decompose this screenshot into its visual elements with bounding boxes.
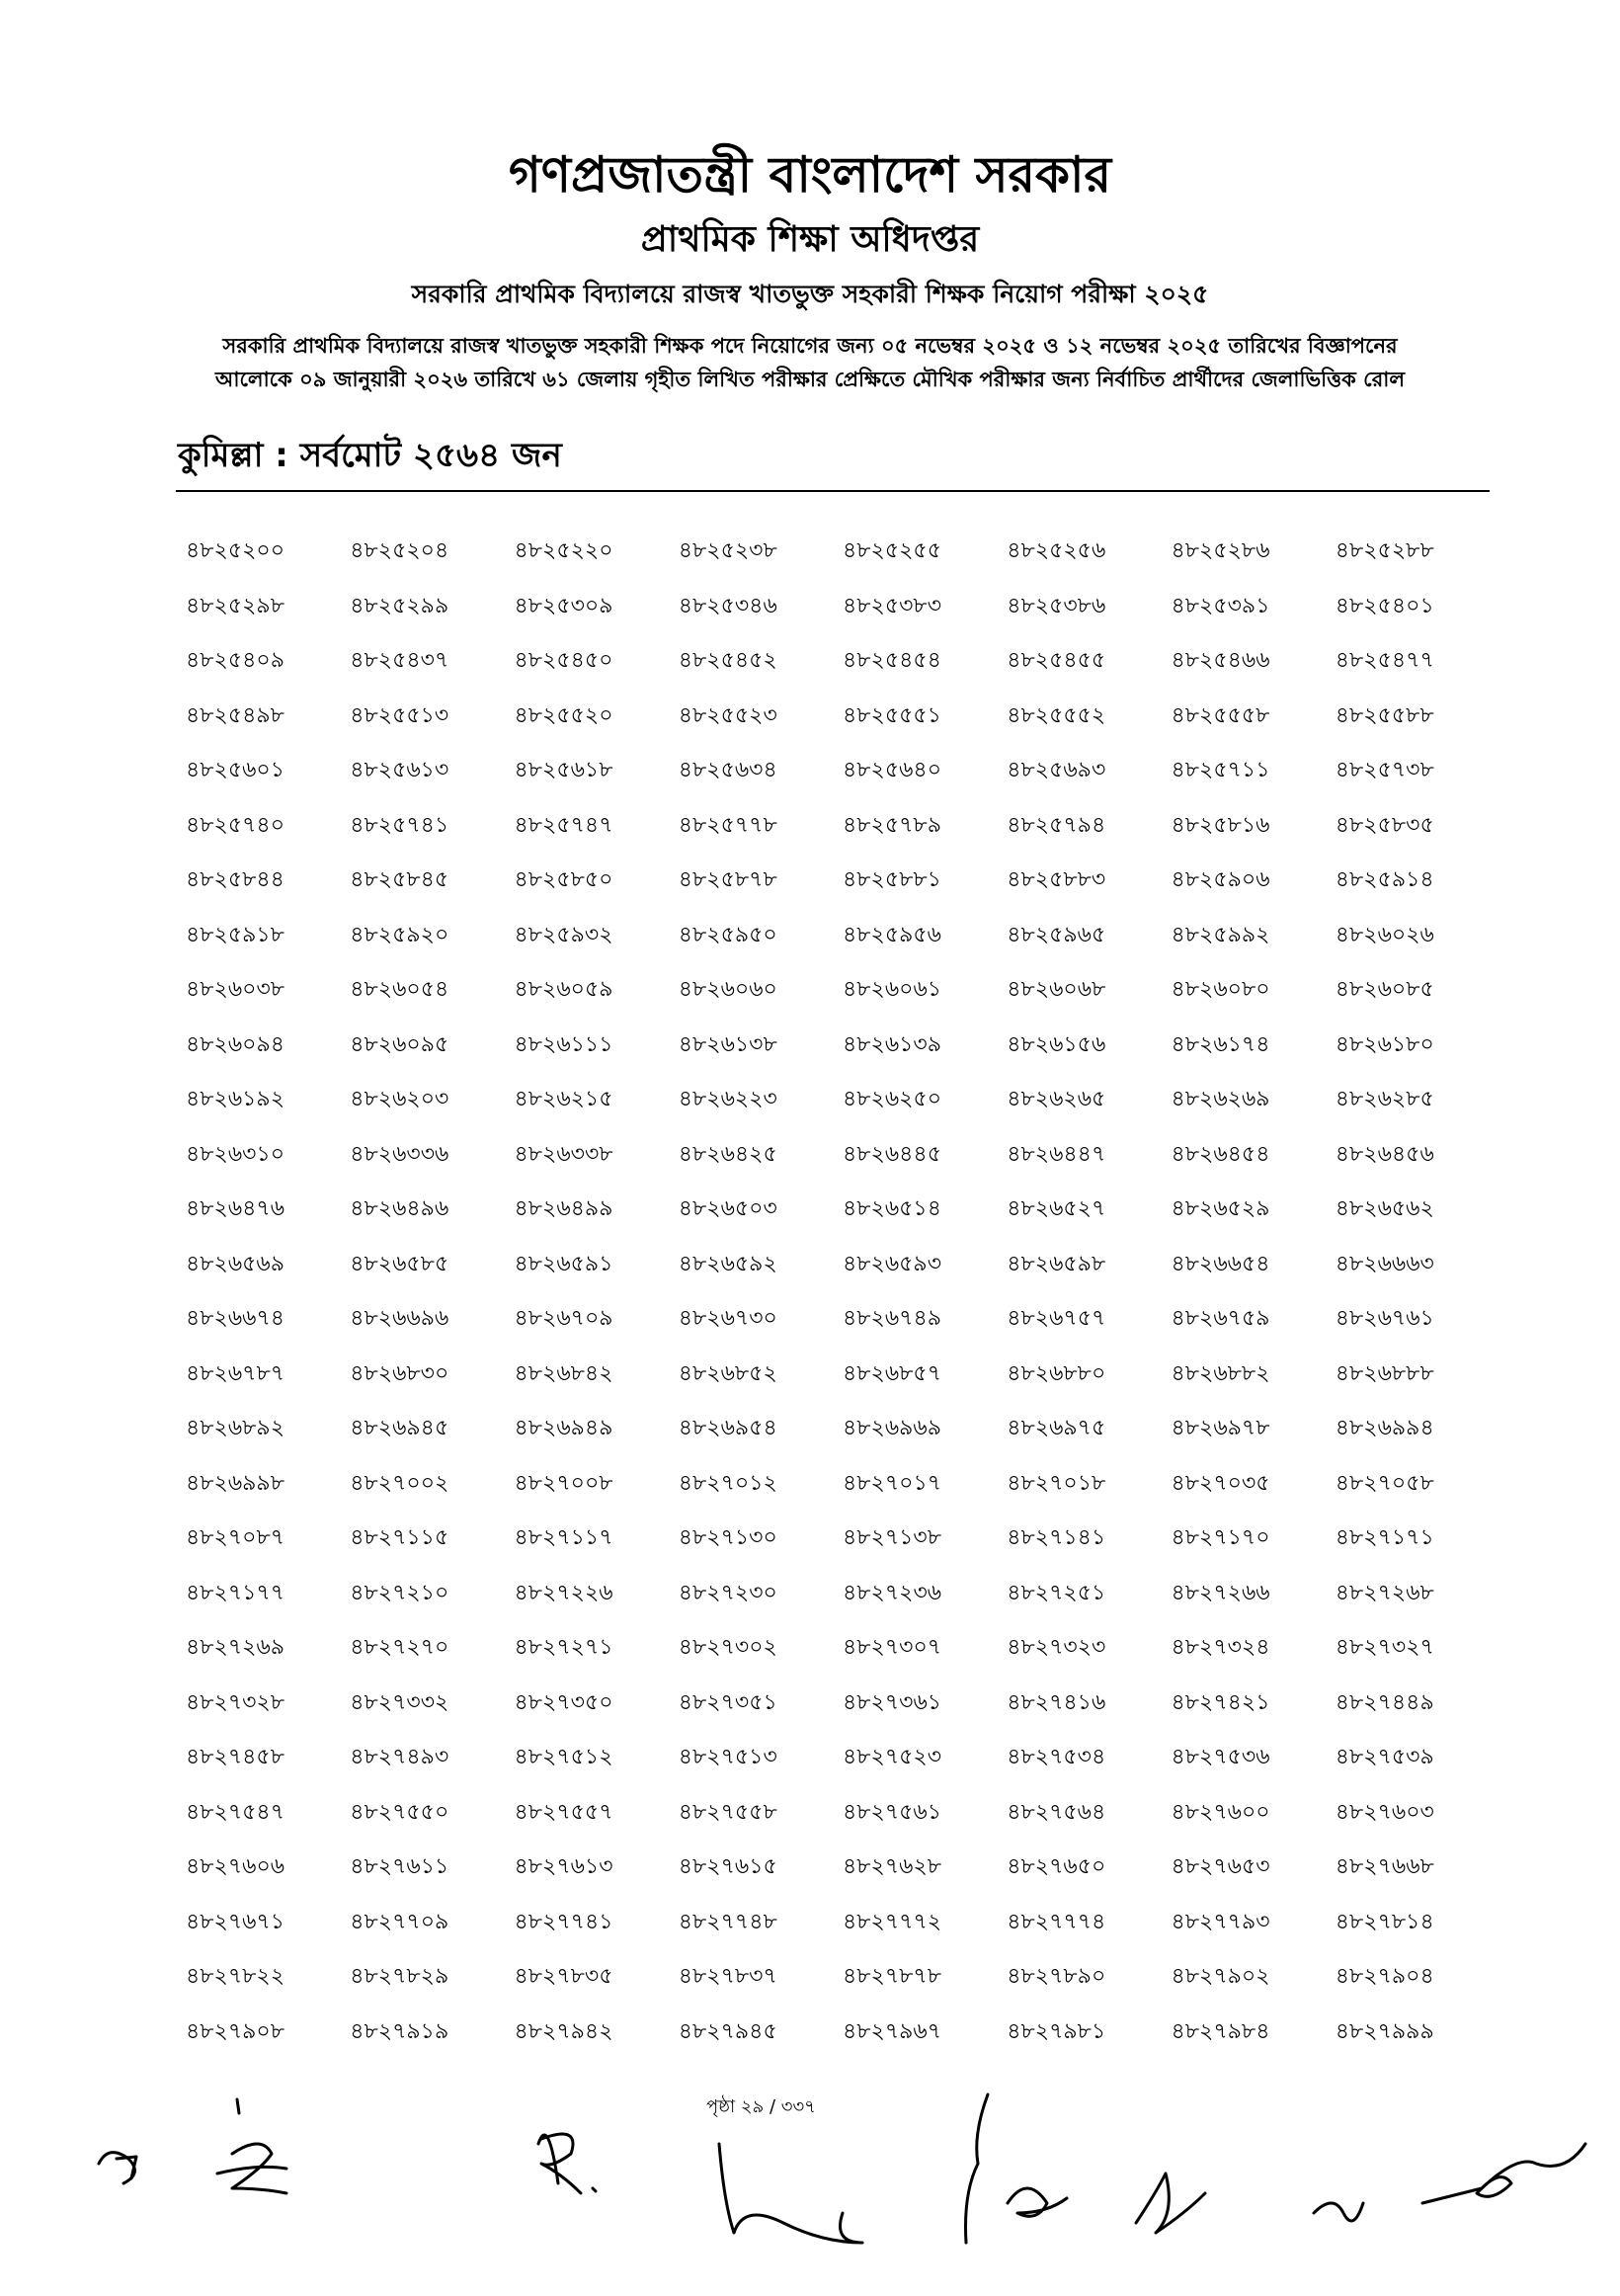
roll-number: ৪৮২৬২৬৯ [1171, 1087, 1270, 1111]
roll-number: ৪৮২৭৪২১ [1171, 1689, 1270, 1715]
roll-number: ৪৮২৫২০৪ [350, 538, 449, 563]
roll-number: ৪৮২৬২৬৫ [1007, 1087, 1106, 1111]
roll-number: ৪৮২৬৩৩৬ [350, 1141, 449, 1167]
roll-number: ৪৮২৭০১২ [678, 1470, 777, 1496]
roll-number: ৪৮২৫৭৪১ [350, 812, 449, 838]
roll-number: ৪৮২৭৯০৮ [186, 2018, 285, 2044]
roll-number: ৪৮২৫৪৫৪ [843, 648, 941, 673]
roll-number: ৪৮২৬৪৯৯ [514, 1196, 613, 1221]
roll-number: ৪৮২৫২৯৮ [186, 593, 284, 618]
roll-number: ৪৮২৬৬৫৪ [1171, 1251, 1270, 1276]
roll-number: ৪৮২৫৭১১ [1171, 758, 1270, 782]
roll-number: ৪৮২৭৯০২ [1171, 1964, 1270, 1989]
roll-number: ৪৮২৬৫৯৩ [843, 1251, 942, 1276]
roll-row [186, 1466, 1499, 1521]
roll-number: ৪৮২৭৮৩৫ [514, 1964, 613, 1989]
roll-number: ৪৮২৬০৩৮ [186, 977, 285, 1002]
roll-number: ৪৮২৭৭৪৮ [678, 1909, 777, 1934]
roll-number: ৪৮২৬০৯৫ [350, 1031, 449, 1057]
roll-number: ৪৮২৫৭৮৯ [843, 812, 941, 838]
roll-number: ৪৮২৬৫৯৮ [1007, 1251, 1106, 1276]
roll-number: ৪৮২৬৭০৯ [514, 1306, 613, 1331]
roll-number: ৪৮২৭১৭৭ [186, 1580, 285, 1605]
roll-number: ৪৮২৬৭৩০ [678, 1306, 777, 1331]
roll-number: ৪৮২৫৭৩৮ [1335, 758, 1434, 782]
roll-number: ৪৮২৫৮৭৮ [678, 867, 777, 892]
notice-line-1: সরকারি প্রাথমিক বিদ্যালয়ে রাজস্ব খাতভুক্ত সহকারী শিক্ষক পদে নিয়োগের জন্য ০৫ নভেম্বর ২০২৫ ও ১২ নভেম্বর ২০২৫ তারিখের বিজ্ঞাপনের [222, 334, 1398, 358]
roll-number: ৪৮২৭৫৪৭ [186, 1799, 285, 1825]
roll-row [186, 753, 1499, 808]
roll-number: ৪৮২৬৩৩৮ [514, 1141, 613, 1167]
roll-number: ৪৮২৭৪৯৩ [350, 1745, 449, 1769]
divider [176, 490, 1490, 492]
roll-number: ৪৮২৬০৬৮ [1007, 977, 1106, 1002]
roll-number: ৪৮২৬৫০৩ [678, 1196, 777, 1221]
roll-number: ৪৮২৭৫৩৯ [1335, 1745, 1434, 1769]
roll-number: ৪৮২৭১১৫ [350, 1525, 449, 1550]
roll-number: ৪৮২৬০৬০ [678, 977, 777, 1002]
roll-number: ৪৮২৬৭৪৯ [843, 1306, 942, 1331]
roll-row [186, 643, 1499, 698]
roll-number: ৪৮২৭৯১৯ [350, 2018, 449, 2044]
roll-number: ৪৮২৭৫৫৭ [514, 1799, 613, 1825]
roll-number: ৪৮২৬৯৭৮ [1171, 1416, 1270, 1440]
roll-number: ৪৮২৬৮৯২ [186, 1416, 285, 1440]
roll-number: ৪৮২৭০০২ [350, 1470, 449, 1496]
roll-number: ৪৮২৬৬৭৪ [186, 1306, 285, 1331]
roll-number: ৪৮২৭৫৬৪ [1007, 1799, 1106, 1825]
roll-number: ৪৮২৫৯১৪ [1335, 867, 1434, 892]
roll-number: ৪৮২৫৫৫১ [843, 702, 941, 728]
roll-number: ৪৮২৭০৫৮ [1335, 1470, 1434, 1496]
roll-number: ৪৮২৫৬০১ [186, 758, 285, 782]
roll-number: ৪৮২৫৮৮৩ [1007, 867, 1106, 892]
roll-number: ৪৮২৭৮২৯ [350, 1964, 449, 1989]
roll-number: ৪৮২৭১৪১ [1007, 1525, 1106, 1550]
roll-number: ৪৮২৭৫১৩ [678, 1745, 777, 1769]
roll-row [186, 1740, 1499, 1795]
roll-number: ৪৮২৫৯০৬ [1171, 867, 1270, 892]
roll-number: ৪৮২৫৫৫৮ [1171, 702, 1270, 728]
roll-row [186, 1247, 1499, 1302]
roll-number: ৪৮২৭৩২৪ [1171, 1635, 1270, 1660]
roll-number: ৪৮২৫৬৪০ [843, 758, 942, 782]
roll-number: ৪৮২৬৯৪৫ [350, 1416, 449, 1440]
roll-number: ৪৮২৫৮৫০ [514, 867, 613, 892]
roll-number: ৪৮২৬৭৫৯ [1171, 1306, 1270, 1331]
roll-number: ৪৮২৭৬১১ [350, 1854, 449, 1879]
roll-number: ৪৮২৭৭৯৩ [1171, 1909, 1270, 1934]
roll-row [186, 808, 1499, 863]
page-number: পৃষ্ঠা ২৯ / ৩৩৭ [706, 2096, 816, 2117]
roll-number: ৪৮২৭৬০৩ [1335, 1799, 1434, 1825]
roll-row [186, 1576, 1499, 1631]
roll-number: ৪৮২৬২৫০ [843, 1087, 942, 1111]
signature-1 [99, 2153, 136, 2183]
roll-number: ৪৮২৭৮২২ [186, 1964, 285, 1989]
roll-number: ৪৮২৬৪৯৬ [350, 1196, 449, 1221]
department-title: প্রাথমিক শিক্ষা অধিদপ্তর [640, 219, 980, 260]
roll-row [186, 1685, 1499, 1741]
roll-number: ৪৮২৭৩০২ [678, 1635, 777, 1660]
roll-number: ৪৮২৫৫১৩ [350, 702, 449, 728]
roll-number: ৪৮২৬৯৫৪ [678, 1416, 777, 1440]
roll-row [186, 1137, 1499, 1192]
roll-number: ৪৮২৭৩২৩ [1007, 1635, 1106, 1660]
roll-number: ৪৮২৭২৩৬ [843, 1580, 942, 1605]
roll-number: ৪৮২৭৫৬১ [843, 1799, 942, 1825]
roll-number: ৪৮২৭২৬৯ [186, 1635, 285, 1660]
roll-number: ৪৮২৫৪৭৭ [1335, 648, 1434, 673]
roll-number: ৪৮২৭৫৩৪ [1007, 1745, 1106, 1769]
roll-number: ৪৮২৭৬৫৩ [1171, 1854, 1270, 1879]
roll-number: ৪৮২৫৪৫৫ [1007, 648, 1106, 673]
roll-number: ৪৮২৭১১৭ [514, 1525, 613, 1550]
roll-number: ৪৮২৭৫৫৮ [678, 1799, 777, 1825]
roll-number: ৪৮২৭৫২৩ [843, 1745, 942, 1769]
roll-number: ৪৮২৭২৬৮ [1335, 1580, 1434, 1605]
roll-number: ৪৮২৭২৭০ [350, 1635, 449, 1660]
roll-number: ৪৮২৭৯৪৫ [678, 2018, 777, 2044]
roll-row [186, 1082, 1499, 1137]
roll-number: ৪৮২৫৮১৬ [1171, 812, 1270, 838]
roll-number: ৪৮২৭৬০০ [1171, 1799, 1270, 1825]
roll-row [186, 1630, 1499, 1685]
roll-number: ৪৮২৬৯৯৮ [186, 1470, 284, 1496]
roll-row [186, 698, 1499, 754]
roll-number: ৪৮২৬০২৬ [1335, 922, 1434, 947]
roll-number: ৪৮২৬৯৭৫ [1007, 1416, 1106, 1440]
roll-number: ৪৮২৫২৫৬ [1007, 538, 1106, 563]
page-title: গণপ্রজাতন্ত্রী বাংলাদেশ সরকার [509, 146, 1111, 204]
signature-3 [538, 2134, 596, 2193]
roll-number: ৪৮২৫২৯৯ [350, 593, 449, 618]
roll-number: ৪৮২৫৬৯৩ [1007, 758, 1106, 782]
roll-number: ৪৮২৫৭৯৪ [1007, 812, 1106, 838]
roll-number: ৪৮২৫৮৪৫ [350, 867, 449, 892]
roll-row [186, 1411, 1499, 1466]
roll-number: ৪৮২৭৮৩৭ [678, 1964, 777, 1989]
roll-number: ৪৮২৬৭৬১ [1335, 1306, 1434, 1331]
roll-number: ৪৮২৭৯৪২ [514, 2018, 613, 2044]
roll-number: ৪৮২৭৮৭৮ [843, 1964, 942, 1989]
roll-number: ৪৮২৬৪৫৬ [1335, 1141, 1434, 1167]
roll-number: ৪৮২৫৮৪৪ [186, 867, 284, 892]
roll-number: ৪৮২৬৪৪৫ [843, 1141, 941, 1167]
roll-number: ৪৮২৭৬২৮ [843, 1854, 942, 1879]
roll-number: ৪৮২৭১৭১ [1335, 1525, 1434, 1550]
roll-number: ৪৮২৭৪৪৯ [1335, 1689, 1434, 1715]
roll-number: ৪৮২৬০৮০ [1171, 977, 1270, 1002]
roll-number: ৪৮২৬৫৬২ [1335, 1196, 1434, 1221]
roll-row [186, 1301, 1499, 1356]
signature-8 [1314, 2203, 1363, 2221]
notice-text [0, 329, 1620, 396]
roll-number: ৪৮২৬৭৫৭ [1007, 1306, 1106, 1331]
roll-number: ৪৮২৭৯০৪ [1335, 1964, 1434, 1989]
roll-number: ৪৮২৭২৩০ [678, 1580, 777, 1605]
roll-number: ৪৮২৫২৮৮ [1335, 538, 1434, 563]
roll-number: ৪৮২৬৪৪৭ [1007, 1141, 1106, 1167]
roll-number: ৪৮২৫৪৩৭ [350, 648, 449, 673]
roll-number: ৪৮২৫৩৮৬ [1007, 593, 1106, 618]
roll-number: ৪৮২৫৩৪৬ [678, 593, 777, 618]
roll-number: ৪৮২৭৮৯০ [1007, 1964, 1106, 1989]
roll-number: ৪৮২৭১৭০ [1171, 1525, 1270, 1550]
signature-6 [1008, 2188, 1067, 2216]
roll-number: ৪৮২৬০৯৪ [186, 1031, 285, 1057]
roll-number: ৪৮২৭২৬৬ [1171, 1580, 1270, 1605]
roll-number: ৪৮২৬৮৪২ [514, 1360, 613, 1386]
roll-number: ৪৮২৫৩০৯ [514, 593, 613, 618]
roll-number: ৪৮২৭০১৮ [1007, 1470, 1106, 1496]
roll-number: ৪৮২৬৬৯৬ [350, 1306, 449, 1331]
roll-number: ৪৮২৭৫৩৬ [1171, 1745, 1270, 1769]
roll-number: ৪৮২৫৪৬৬ [1171, 648, 1270, 673]
roll-number: ৪৮২৫২২০ [514, 538, 613, 563]
roll-number: ৪৮২৬২২৩ [678, 1087, 777, 1111]
roll-number: ৪৮২৬১১১ [514, 1031, 613, 1057]
roll-row [186, 1795, 1499, 1850]
roll-number: ৪৮২৬৯৬৯ [843, 1416, 942, 1440]
roll-row [186, 1027, 1499, 1083]
roll-number: ৪৮২৭৭৭৪ [1007, 1909, 1106, 1934]
roll-number: ৪৮২৭৬১৩ [514, 1854, 613, 1879]
district-heading: কুমিল্লা : সর্বমোট ২৫৬৪ জন [178, 436, 562, 475]
roll-number: ৪৮২৬৫২৯ [1171, 1196, 1270, 1221]
roll-number: ৪৮২৭৩২৭ [1335, 1635, 1434, 1660]
roll-number: ৪৮২৭২৭১ [514, 1635, 613, 1660]
roll-number: ৪৮২৫৯৯২ [1171, 922, 1270, 947]
roll-number: ৪৮২৫৫২৩ [678, 702, 777, 728]
roll-number: ৪৮২৭৮১৪ [1335, 1909, 1434, 1934]
roll-row [186, 589, 1499, 644]
roll-number: ৪৮২৭২৫১ [1007, 1580, 1106, 1605]
roll-number: ৪৮২৬৮৩০ [350, 1360, 449, 1386]
roll-number: ৪৮২৭৭৪১ [514, 1909, 613, 1934]
roll-number: ৪৮২৬৫৯২ [678, 1251, 777, 1276]
roll-row [186, 533, 1499, 589]
exam-title: সরকারি প্রাথমিক বিদ্যালয়ে রাজস্ব খাতভুক্ত সহকারী শিক্ষক নিয়োগ পরীক্ষা ২০২৫ [411, 280, 1209, 308]
roll-number: ৪৮২৭৯৯৯ [1335, 2018, 1434, 2044]
roll-number: ৪৮২৬০৮৫ [1335, 977, 1434, 1002]
roll-number: ৪৮২৫৯৩২ [514, 922, 613, 947]
roll-number: ৪৮২৫৪৫০ [514, 648, 613, 673]
roll-row [186, 918, 1499, 973]
roll-number: ৪৮২৭৪৫৮ [186, 1745, 284, 1769]
roll-number: ৪৮২৬০৫৯ [514, 977, 613, 1002]
roll-number: ৪৮২৬৪২৫ [678, 1141, 777, 1167]
roll-row [186, 1520, 1499, 1576]
roll-row [186, 862, 1499, 918]
roll-number: ৪৮২৭৩২৮ [186, 1689, 285, 1715]
roll-number: ৪৮২৬৫৮৫ [350, 1251, 449, 1276]
roll-number: ৪৮২৬১৩৯ [843, 1031, 942, 1057]
roll-number: ৪৮২৫২৩৮ [678, 538, 777, 563]
roll-number: ৪৮২৫৯৫৬ [843, 922, 941, 947]
roll-number: ৪৮২৫৬১৩ [350, 758, 449, 782]
roll-number: ৪৮২৬৮৮২ [1171, 1360, 1270, 1386]
roll-number: ৪৮২৭২১০ [350, 1580, 449, 1605]
roll-number: ৪৮২৬৪৫৪ [1171, 1141, 1270, 1167]
roll-number: ৪৮২৭২২৬ [514, 1580, 613, 1605]
roll-number: ৪৮২৭৬৫০ [1007, 1854, 1106, 1879]
roll-number: ৪৮২৫৭৪০ [186, 812, 285, 838]
roll-row [186, 1905, 1499, 1960]
roll-number: ৪৮২৬১৯২ [186, 1087, 285, 1111]
signatures [0, 2065, 1620, 2296]
roll-number: ৪৮২৫৯১৮ [186, 922, 284, 947]
roll-number: ৪৮২৬৫৬৯ [186, 1251, 285, 1276]
roll-number: ৪৮২৫৯৬৫ [1007, 922, 1106, 947]
roll-number: ৪৮২৭৭৭২ [843, 1909, 942, 1934]
roll-number: ৪৮২৭৩৫১ [678, 1689, 777, 1715]
roll-number: ৪৮২৬৯৪৯ [514, 1416, 613, 1440]
roll-number: ৪৮২৬২১৫ [514, 1087, 613, 1111]
roll-number: ৪৮২৭৩৩২ [350, 1689, 449, 1715]
roll-number: ৪৮২৫৯২০ [350, 922, 449, 947]
roll-row [186, 2014, 1499, 2070]
roll-number: ৪৮২৬৫৯১ [514, 1251, 613, 1276]
roll-number: ৪৮২৫৪৯৮ [186, 702, 284, 728]
roll-number: ৪৮২৫৫৮৮ [1335, 702, 1434, 728]
roll-row [186, 1356, 1499, 1412]
roll-number: ৪৮২৫৬১৮ [514, 758, 613, 782]
roll-number: ৪৮২৬০৫৪ [350, 977, 449, 1002]
roll-number: ৪৮২৬৩১০ [186, 1141, 285, 1167]
roll-number: ৪৮২৭৩০৭ [843, 1635, 942, 1660]
roll-number: ৪৮২৭০০৮ [514, 1470, 613, 1496]
roll-number: ৪৮২৭৫১২ [514, 1745, 613, 1769]
roll-number: ৪৮২৫৫৫২ [1007, 702, 1106, 728]
roll-number: ৪৮২৬৫১৪ [843, 1196, 941, 1221]
roll-number: ৪৮২৬৮৮০ [1007, 1360, 1106, 1386]
roll-number: ৪৮২৫৮৮১ [843, 867, 941, 892]
roll-number: ৪৮২৬৪৭৬ [186, 1196, 285, 1221]
roll-number: ৪৮২৬৮৫৭ [843, 1360, 942, 1386]
roll-number: ৪৮২৭৪১৬ [1007, 1689, 1106, 1715]
roll-number: ৪৮২৬৯৯৪ [1335, 1416, 1434, 1440]
roll-number: ৪৮২৭৬০৬ [186, 1854, 285, 1879]
roll-number: ৪৮২৭৯৬৭ [843, 2018, 942, 2044]
roll-number: ৪৮২৫২৮৬ [1171, 538, 1270, 563]
roll-number: ৪৮২৫৩৮৩ [843, 593, 942, 618]
roll-number: ৪৮২৭০১৭ [843, 1470, 942, 1496]
roll-number: ৪৮২৫৯৫০ [678, 922, 777, 947]
roll-number: ৪৮২৭৯৮৪ [1171, 2018, 1270, 2044]
roll-number: ৪৮২৫৫২০ [514, 702, 613, 728]
roll-number: ৪৮২৬৮৮৮ [1335, 1360, 1434, 1386]
roll-number: ৪৮২৭১৩৮ [843, 1525, 942, 1550]
signature-5 [966, 2094, 989, 2243]
roll-number: ৪৮২৭৫৫০ [350, 1799, 449, 1825]
roll-number: ৪৮২৭৬৭১ [186, 1909, 285, 1934]
roll-row [186, 1191, 1499, 1247]
roll-row [186, 1849, 1499, 1905]
roll-number: ৪৮২৬১৭৪ [1171, 1031, 1270, 1057]
roll-number: ৪৮২৬৬৬৩ [1335, 1251, 1434, 1276]
roll-number: ৪৮২৬৭৮৭ [186, 1360, 285, 1386]
roll-number: ৪৮২৭৬১৫ [678, 1854, 777, 1879]
roll-number: ৪৮২৬১৫৬ [1007, 1031, 1106, 1057]
roll-number-grid [186, 533, 1499, 2069]
roll-number: ৪৮২৫৪৫২ [678, 648, 777, 673]
notice-line-2: আলোকে ০৯ জানুয়ারী ২০২৬ তারিখে ৬১ জেলায় গৃহীত লিখিত পরীক্ষার প্রেক্ষিতে মৌখিক পরীক্ষার জন্য নির্বাচিত প্রার্থীদের জেলাভিত্তিক রোল [214, 368, 1405, 391]
roll-number: ৪৮২৭৯৮১ [1007, 2018, 1106, 2044]
roll-number: ৪৮২৭১৩০ [678, 1525, 777, 1550]
roll-number: ৪৮২৫৮৩৫ [1335, 812, 1434, 838]
roll-number: ৪৮২৬১৩৮ [678, 1031, 777, 1057]
signature-4 [719, 2144, 862, 2243]
roll-number: ৪৮২৭০৩৫ [1171, 1470, 1270, 1496]
roll-number: ৪৮২৬২৮৫ [1335, 1087, 1434, 1111]
signature-2 [217, 2099, 286, 2193]
roll-number: ৪৮২৫৪০১ [1335, 593, 1434, 618]
roll-number: ৪৮২৫৭৭৮ [678, 812, 777, 838]
roll-number: ৪৮২৭৭০৯ [350, 1909, 449, 1934]
roll-number: ৪৮২৫৬৩৪ [678, 758, 777, 782]
roll-number: ৪৮২৬০৬১ [843, 977, 942, 1002]
roll-number: ৪৮২৫৭৪৭ [514, 812, 613, 838]
roll-row [186, 1959, 1499, 2014]
roll-number: ৪৮২৫২৫৫ [843, 538, 941, 563]
roll-number: ৪৮২৬৫২৭ [1007, 1196, 1106, 1221]
roll-number: ৪৮২৬১৮০ [1335, 1031, 1434, 1057]
roll-number: ৪৮২৫৩৯১ [1171, 593, 1270, 618]
signature-7 [1136, 2173, 1205, 2233]
roll-number: ৪৮২৬৮৫২ [678, 1360, 777, 1386]
roll-number: ৪৮২৭০৮৭ [186, 1525, 285, 1550]
roll-number: ৪৮২৭৬৬৮ [1335, 1854, 1434, 1879]
roll-number: ৪৮২৭৩৫০ [514, 1689, 613, 1715]
roll-number: ৪৮২৫২০০ [186, 538, 285, 563]
roll-number: ৪৮২৬২০৩ [350, 1087, 449, 1111]
signature-9 [1422, 2144, 1585, 2203]
roll-row [186, 972, 1499, 1027]
roll-number: ৪৮২৭৩৬১ [843, 1689, 942, 1715]
roll-number: ৪৮২৫৪০৯ [186, 648, 284, 673]
